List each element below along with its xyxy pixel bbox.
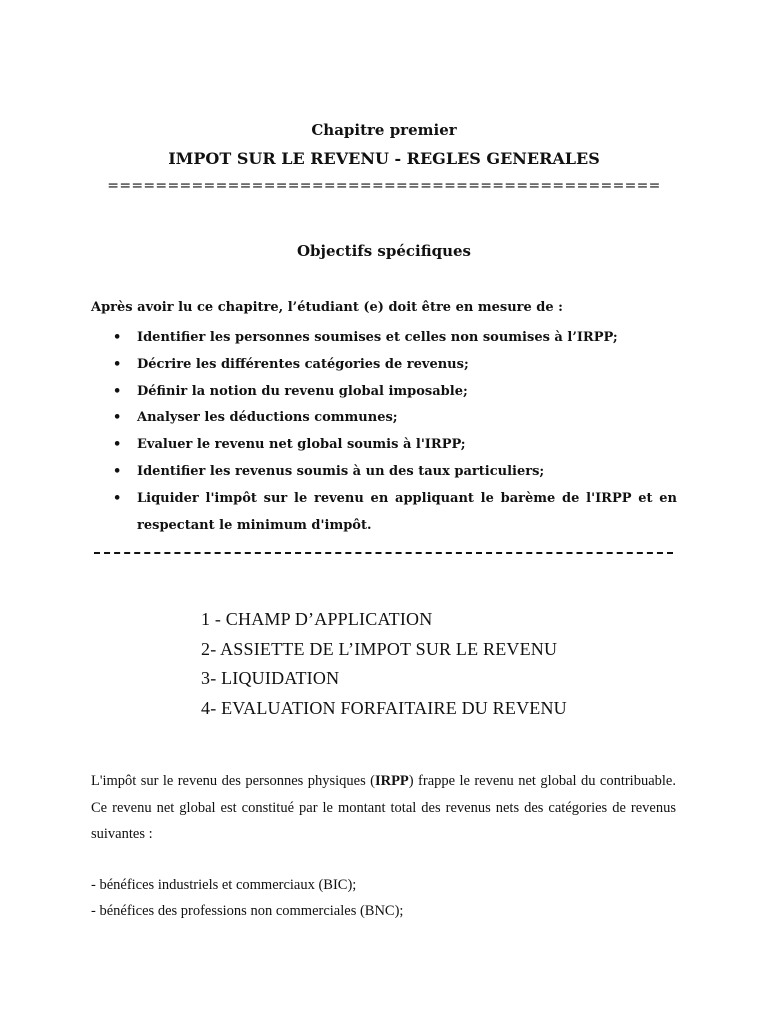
revenue-category-item: - bénéfices industriels et commerciaux (BIC); — [91, 877, 357, 893]
section-divider — [94, 552, 673, 554]
objective-item — [91, 352, 677, 379]
objective-item — [91, 459, 677, 486]
bullet-icon: • — [113, 490, 122, 506]
objective-item — [91, 486, 677, 540]
bullet-icon: • — [113, 410, 122, 426]
bullet-icon: • — [113, 383, 122, 399]
objective-text: Evaluer le revenu net global soumis à l'IRPP; — [137, 437, 466, 453]
objective-item — [91, 325, 677, 352]
objective-text: Identifier les personnes soumises et celles non soumises à l’IRPP; — [137, 330, 618, 345]
chapter-label: Chapitre premier — [311, 121, 457, 139]
irpp-abbreviation: IRPP — [374, 773, 409, 789]
chapter-title: IMPOT SUR LE REVENU - REGLES GENERALES — [168, 149, 600, 168]
body-paragraph-end: ) frappe le revenu net global du contribuable. Ce revenu net global est constitué par le montant total des revenus nets des catégories de revenus suivantes : — [91, 773, 676, 842]
objective-text: Définir la notion du revenu global imposable; — [137, 383, 468, 399]
body-paragraph-start: L'impôt sur le revenu des personnes physiques ( — [91, 773, 375, 789]
title-underline-rule: ============================================== — [107, 178, 661, 194]
objectives-intro: Après avoir lu ce chapitre, l’étudiant (e) doit être en mesure de : — [91, 300, 563, 315]
objective-item — [91, 432, 677, 459]
bullet-icon: • — [113, 463, 122, 479]
objective-text: Liquider l'impôt sur le revenu en appliquant le barème de l'IRPP et en respectant le minimum d'impôt. — [137, 490, 677, 533]
body-paragraph — [91, 768, 676, 848]
bullet-icon: • — [113, 330, 122, 345]
objective-text: Identifier les revenus soumis à un des taux particuliers; — [137, 463, 545, 479]
bullet-icon: • — [113, 356, 122, 372]
objective-item — [91, 405, 677, 432]
chapter-sections-list — [201, 605, 567, 723]
objectives-list — [91, 325, 677, 539]
objective-text: Décrire les différentes catégories de revenus; — [137, 356, 469, 372]
section-item-liquidation: 3- LIQUIDATION — [201, 668, 340, 688]
section-item-champ-application: 1 - CHAMP D’APPLICATION — [201, 609, 433, 629]
objective-item — [91, 379, 677, 406]
objectives-heading: Objectifs spécifiques — [296, 242, 471, 260]
objective-text: Analyser les déductions communes; — [137, 410, 398, 426]
bullet-icon: • — [113, 437, 122, 453]
section-item-assiette: 2- ASSIETTE DE L’IMPOT SUR LE REVENU — [201, 638, 558, 659]
revenue-category-item: - bénéfices des professions non commerciales (BNC); — [91, 903, 404, 919]
section-item-evaluation-forfaitaire: 4- EVALUATION FORFAITAIRE DU REVENU — [201, 697, 567, 718]
